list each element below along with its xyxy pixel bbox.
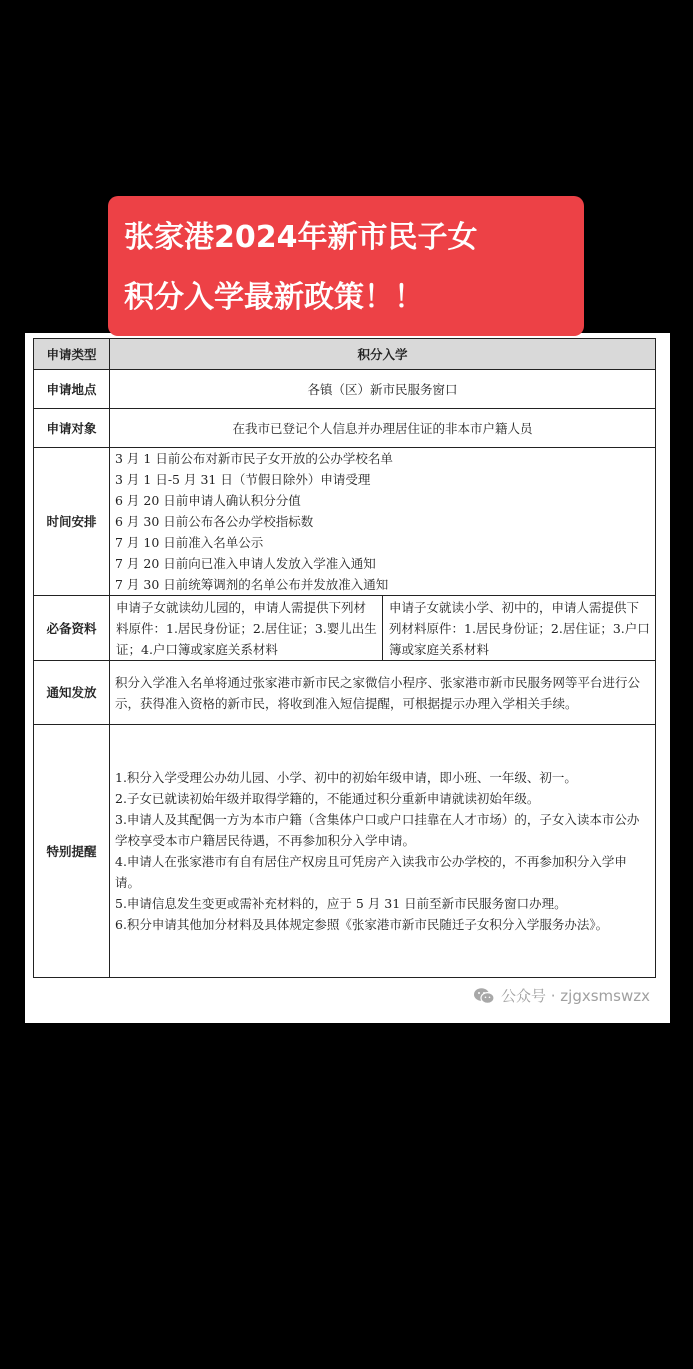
special-reminder-list (110, 725, 656, 978)
label-required-materials: 必备资料 (34, 596, 110, 661)
label-application-type: 申请类型 (34, 339, 110, 370)
value-application-place: 各镇（区）新市民服务窗口 (110, 370, 656, 409)
banner-title-line-1: 张家港2024年新市民子女 (124, 220, 478, 255)
materials-kindergarten: 申请子女就读幼儿园的，申请人需提供下列材料原件：1.居民身份证；2.居住证；3.婴儿出生证；4.户口簿或家庭关系材料 (116, 600, 377, 657)
row-application-place (34, 370, 656, 409)
banner-title-line-2: 积分入学最新政策！！ (124, 280, 424, 315)
reminder-item: 3.申请人及其配偶一方为本市户籍（含集体户口或户口挂靠在人才市场）的，子女入读本市公办学校享受本市户籍居民待遇，不再参加积分入学申请。 (115, 812, 640, 848)
label-special-reminder: 特别提醒 (34, 725, 110, 978)
label-application-place: 申请地点 (34, 370, 110, 409)
reminder-item: 5.申请信息发生变更或需补充材料的，应于 5 月 31 日前至新市民服务窗口办理。 (115, 896, 567, 911)
row-special-reminder (34, 725, 656, 978)
materials-cell (110, 596, 656, 661)
schedule-item: 6 月 30 日前公布各公办学校指标数 (115, 514, 314, 529)
value-applicant: 在我市已登记个人信息并办理居住证的非本市户籍人员 (110, 409, 656, 448)
watermark-text: 公众号 · zjgxsmswzx (500, 987, 650, 1005)
value-application-type: 积分入学 (110, 339, 656, 370)
reminder-item: 2.子女已就读初始年级并取得学籍的，不能通过积分重新申请就读初始年级。 (115, 791, 540, 806)
schedule-item: 3 月 1 日-5 月 31 日（节假日除外）申请受理 (115, 472, 371, 487)
row-application-type (34, 339, 656, 370)
reminder-item: 6.积分申请其他加分材料及具体规定参照《张家港市新市民随迁子女积分入学服务办法》。 (115, 917, 609, 932)
label-schedule: 时间安排 (34, 448, 110, 596)
schedule-item: 7 月 10 日前准入名单公示 (115, 535, 264, 550)
row-notification (34, 661, 656, 725)
schedule-item: 7 月 20 日前向已准入申请人发放入学准入通知 (115, 556, 376, 571)
row-schedule (34, 448, 656, 596)
row-applicant (34, 409, 656, 448)
schedule-item: 6 月 20 日前申请人确认积分分值 (115, 493, 301, 508)
materials-school: 申请子女就读小学、初中的，申请人需提供下列材料原件：1.居民身份证；2.居住证；3.户口簿或家庭关系材料 (382, 596, 655, 660)
policy-document (25, 333, 670, 1023)
row-required-materials (34, 596, 656, 661)
reminder-item: 1.积分入学受理公办幼儿园、小学、初中的初始年级申请，即小班、一年级、初一。 (115, 770, 577, 785)
schedule-list (110, 448, 656, 596)
label-applicant: 申请对象 (34, 409, 110, 448)
schedule-item: 7 月 30 日前统筹调剂的名单公布并发放准入通知 (115, 577, 389, 592)
reminder-item: 4.申请人在张家港市有自有居住产权房且可凭房产入读我市公办学校的，不再参加积分入学申请。 (115, 854, 627, 890)
schedule-item: 3 月 1 日前公布对新市民子女开放的公办学校名单 (115, 451, 393, 466)
label-notification: 通知发放 (34, 661, 110, 725)
value-notification: 积分入学准入名单将通过张家港市新市民之家微信小程序、张家港市新市民服务网等平台进行公示，获得准入资格的新市民，将收到准入短信提醒，可根据提示办理入学相关手续。 (110, 661, 656, 725)
policy-table (33, 338, 656, 978)
wechat-icon (473, 987, 495, 1005)
watermark (473, 985, 650, 1006)
title-banner (108, 196, 584, 336)
